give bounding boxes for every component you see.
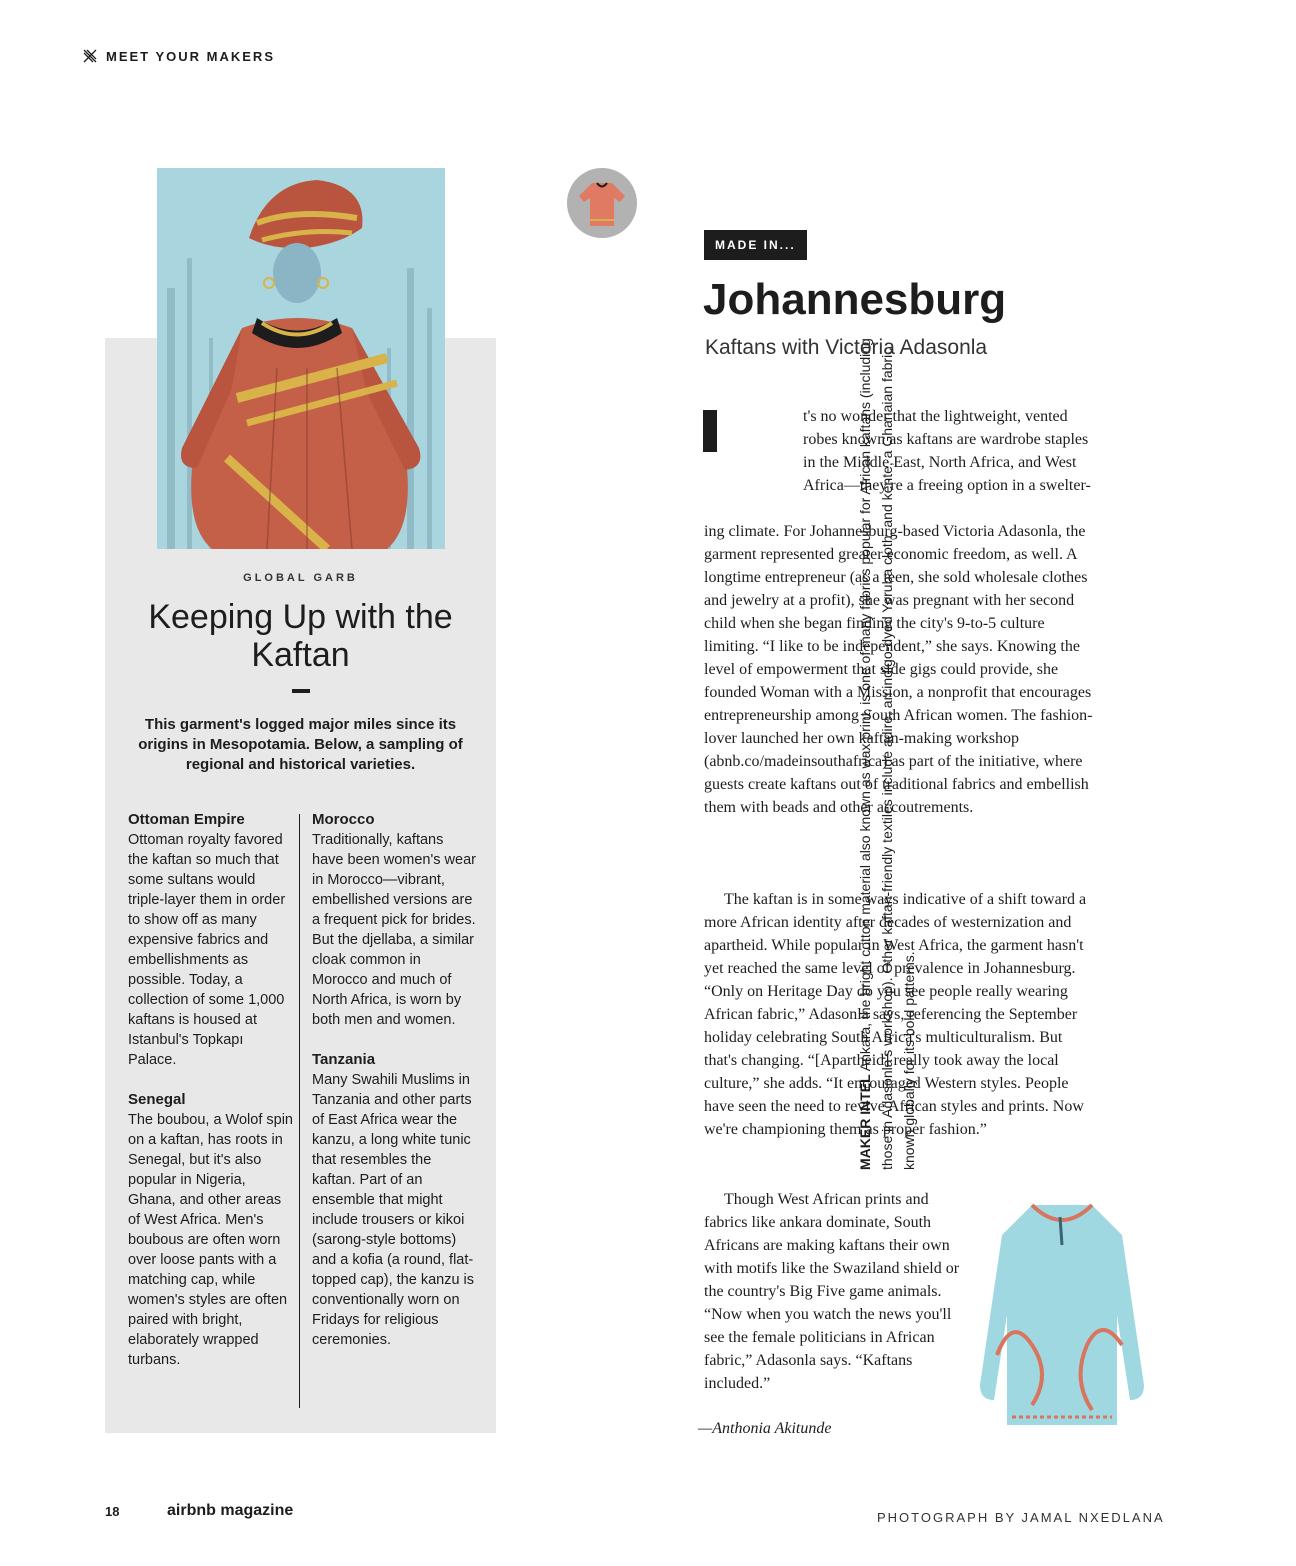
- region-text: Many Swahili Muslims in Tanzania and other parts of East Africa wear the kanzu, a long white tunic that resembles the kaftan. Part of an ensemble that might include trousers or kikoi (sarong-style bottoms) and a kofia (a round, flat-topped cap), the kanzu is conventionally worn on Fridays for religious ceremonies.: [312, 1072, 475, 1348]
- article-subtitle: Kaftans with Victoria Adasonla: [705, 336, 988, 359]
- title-dash-divider: [292, 689, 310, 693]
- sidebar-intro: This garment's logged major miles since its origins in Mesopotamia. Below, a sampling of regional and historical varieties.: [138, 716, 463, 773]
- sidebar-column-right: [312, 810, 478, 1370]
- kaftan-figure-illustration: [157, 168, 445, 549]
- region-heading: Senegal: [128, 1091, 186, 1108]
- maker-intel-text: Ankara, the bright cotton material also known as wax print, is one of many fabrics popular for African kaftans (including those in Adasonla's workshop). Other kaftan-friendly textiles include adire, an indigo-dyed Yoruba cloth, and kente, a Ghanaian fabric known globally for its bold patterns.: [857, 338, 917, 1170]
- section-label: MEET YOUR MAKERS: [106, 48, 275, 64]
- region-heading: Tanzania: [312, 1051, 376, 1068]
- made-in-badge: MADE IN...: [704, 230, 807, 260]
- article-byline: —Anthonia Akitunde: [698, 1420, 832, 1437]
- region-text: Traditionally, kaftans have been women's wear in Morocco—vibrant, embellished versions are a frequent pick for brides. But the djellaba, a similar cloak common in Morocco and much of North Africa, is worn by both men and women.: [312, 832, 476, 1028]
- region-heading: Ottoman Empire: [128, 811, 245, 828]
- page-number: 18: [105, 1504, 120, 1519]
- x-ornament-icon: [82, 48, 98, 64]
- article-paragraph-3: Though West African prints and fabrics like ankara dominate, South Africans are making kaftans their own with motifs like the Swaziland shield or the country's Big Five game animals. “Now when you watch the news you'll see the female politicians in African fabric,” Adasonla says. “Kaftans included.”: [704, 1191, 960, 1392]
- region-text: The boubou, a Wolof spin on a kaftan, has roots in Senegal, but it's also popular in Nigeria, Ghana, and other areas of West Africa. Men's boubous are often worn over loose pants with a matching cap, while women's styles are often paired with bright, elaborately wrapped turbans.: [128, 1112, 293, 1368]
- region-heading: Morocco: [312, 811, 375, 828]
- magazine-name: airbnb magazine: [167, 1502, 294, 1519]
- sidebar-column-left: [128, 810, 294, 1390]
- article-paragraph-1-top: t's no wonder that the lightweight, vented robes known as kaftans are wardrobe staples in the Middle East, North Africa, and West Africa—they're a freeing option in a swelter-: [803, 408, 1091, 494]
- column-divider: [299, 814, 300, 1408]
- article-paragraph-1: ing climate. For Johannesburg-based Victoria Adasonla, the garment represented greater economic freedom, as well. A longtime entrepreneur (as a teen, she sold wholesale clothes and jewelry at a profit), she was pregnant with her second child when she began finding the city's 9-to-5 culture limiting. “I like to be independent,” she says. Knowing the level of empowerment that side gigs could provide, she founded Woman with a Mission, a nonprofit that encourages entrepreneurship among South African women. The fashion-lover launched her own kaftan-making workshop (abnb.co/madeinsouthafrica) as part of the initiative, where guests create kaftans out of traditional fabrics and embellish them with beads and other accoutrements.: [704, 523, 1093, 816]
- photo-credit: PHOTOGRAPH BY JAMAL NXEDLANA: [877, 1510, 1165, 1525]
- article-paragraph-2: The kaftan is in some ways indicative of a shift toward a more African identity after decades of westernization and apartheid. While popular in West Africa, the garment hasn't yet reached the same level of prevalence in Johannesburg. “Only on Heritage Day do you see people really wearing African fabric,” Adasonla says, referencing the September holiday celebrating South Africa's multiculturalism. But that's changing. “[Apartheid] really took away the local culture,” she adds. “It encouraged Western styles. People have seen the need to revive African styles and prints. Now we're championing them as proper fashion.”: [704, 891, 1087, 1138]
- sidebar-kicker: GLOBAL GARB: [243, 572, 358, 584]
- region-text: Ottoman royalty favored the kaftan so much that some sultans would triple-layer them in order to show off as many expensive fabrics and embellishments as possible. Today, a collection of some 1,000 kaftans is housed at Istanbul's Topkapı Palace.: [128, 832, 286, 1068]
- sidebar-title: Keeping Up with the Kaftan: [148, 598, 453, 674]
- drop-cap-i: [703, 410, 717, 452]
- blue-kaftan-photo: [972, 1195, 1152, 1435]
- article-title: Johannesburg: [703, 275, 1007, 324]
- maker-intel-label: MAKER INTEL: [857, 1074, 873, 1170]
- section-header: [82, 48, 275, 64]
- kaftan-badge-icon: [567, 168, 637, 238]
